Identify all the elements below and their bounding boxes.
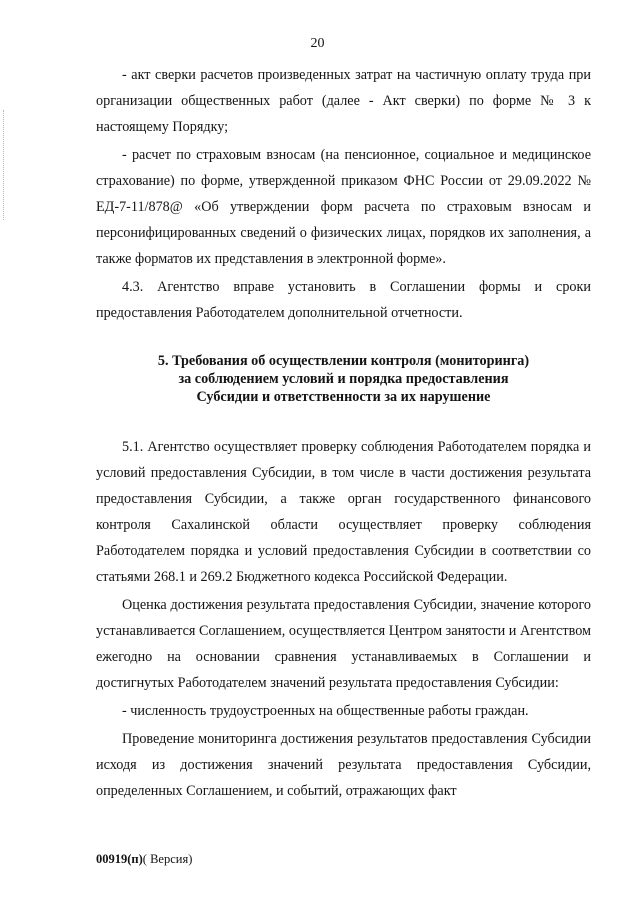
section-5-heading bbox=[96, 352, 591, 406]
document-version: ( Версия) bbox=[142, 852, 193, 866]
paragraph-act-sverki: - акт сверки расчетов произведенных затрат на частичную оплату труда при организации общественных работ (далее - Акт сверки) по форме № 3 к настоящему Порядку; bbox=[96, 67, 591, 135]
paragraph-chislennost: - численность трудоустроенных на общественные работы граждан. bbox=[122, 703, 529, 719]
document-footer bbox=[96, 852, 192, 866]
paragraph-ocenka: Оценка достижения результата предоставления Субсидии, значение которого устанавливается Соглашением, осуществляется Центром занятости и Агентством ежегодно на основании сравнения устанавливаемых в Соглашении и достигнутых Работодателем значений результата предоставления Субсидии: bbox=[96, 597, 591, 691]
section-heading-line: Субсидии и ответственности за их нарушение bbox=[196, 389, 491, 405]
section-heading-line: за соблюдением условий и порядка предоставления bbox=[178, 371, 509, 387]
document-body bbox=[96, 62, 591, 804]
page-number: 20 bbox=[310, 36, 325, 51]
paragraph-monitoring: Проведение мониторинга достижения результатов предоставления Субсидии исходя из достижения значений результата предоставления Субсидии, определенных Соглашением, и событий, отражающих факт bbox=[96, 731, 591, 799]
paragraph-5-1: 5.1. Агентство осуществляет проверку соблюдения Работодателем порядка и условий предоставления Субсидии, в том числе в части достижения результата предоставления Субсидии, а также орган государственного финансового контроля Сахалинской области осуществляет проверку соблюдения Работодателем порядка и условий предоставления Субсидии в соответствии со статьями 268.1 и 269.2 Бюджетного кодекса Российской Федерации. bbox=[96, 439, 591, 585]
scan-margin-mark bbox=[3, 110, 5, 220]
section-heading-line: 5. Требования об осуществлении контроля (мониторинга) bbox=[157, 353, 530, 369]
document-code: 00919(п) bbox=[96, 852, 143, 866]
paragraph-4-3: 4.3. Агентство вправе установить в Соглашении формы и сроки предоставления Работодателем дополнительной отчетности. bbox=[96, 279, 591, 321]
paragraph-raschet-vznosy: - расчет по страховым взносам (на пенсионное, социальное и медицинское страхование) по форме, утвержденной приказом ФНС России от 29.09.2022 № ЕД-7-11/878@ «Об утверждении форм расчета по страховым взносам и персонифицированных сведений о физических лицах, порядков их заполнения, а также форматов их представления в электронной форме». bbox=[96, 147, 591, 267]
